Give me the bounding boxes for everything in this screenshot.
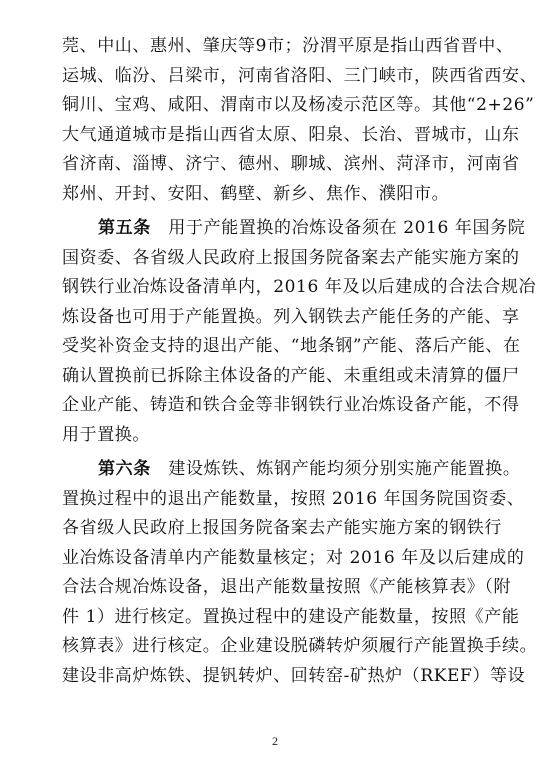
text-line: 莞、中山、惠州、肇庆等9市；汾渭平原是指山西省晋中、 [62, 36, 514, 56]
text-line: 国资委、各省级人民政府上报国务院备案去产能实施方案的 [62, 247, 520, 268]
text-line: 企业产能、铸造和铁合金等非钢铁行业冶炼设备产能，不得 [62, 395, 520, 415]
article-5-heading: 第五条 [98, 218, 151, 238]
text-line: 件 1）进行核定。置换过程中的建设产能数量，按照《产能 [62, 606, 520, 627]
page-number: 2 [272, 734, 278, 748]
text-line: 受奖补资金支持的退出产能、“地条钢”产能、落后产能、在 [62, 336, 521, 356]
text-line: 确认置换前已拆除主体设备的产能、未重组或未清算的僵尸 [62, 365, 520, 386]
text-line: 大气通道城市是指山西省太原、阳泉、长治、晋城市，山东 [62, 124, 520, 145]
text-line: 铜川、宝鸡、咸阳、渭南市以及杨凌示范区等。其他“2+26” [62, 95, 535, 115]
text-line: 各省级人民政府上报国务院备案去产能实施方案的钢铁行 [62, 518, 502, 538]
text-line: 钢铁行业冶炼设备清单内，2016 年及以后建成的合法合规冶 [62, 277, 537, 297]
article-5-text: 用于产能置换的冶炼设备须在 2016 年国务院 [168, 218, 526, 238]
text-line: 业冶炼设备清单内产能数量核定；对 2016 年及以后建成的 [62, 547, 525, 568]
text-line: 省济南、淄博、济宁、德州、聊城、滨州、菏泽市，河南省 [62, 154, 520, 174]
text-line: 炼设备也可用于产能置换。列入钢铁去产能任务的产能、享 [62, 306, 520, 327]
article-6-first-line [62, 455, 521, 485]
text-line: 合法合规冶炼设备，退出产能数量按照《产能核算表》（附 [62, 577, 512, 597]
body-text [62, 32, 538, 691]
text-line: 运城、临汾、吕梁市，河南省洛阳、三门峡市，陕西省西安、 [62, 65, 538, 86]
article-6-heading: 第六条 [98, 459, 151, 479]
article-6-text: 建设炼铁、炼钢产能均须分别实施产能置换。 [168, 459, 521, 479]
article-5-first-line [62, 214, 526, 244]
text-line: 置换过程中的退出产能数量，按照 2016 年国务院国资委、 [62, 488, 525, 509]
text-line: 用于置换。 [62, 424, 150, 445]
text-line: 郑州、开封、安阳、鹤壁、新乡、焦作、濮阳市。 [62, 183, 450, 204]
text-line: 建设非高炉炼铁、提钒转炉、回转窑-矿热炉（RKEF）等设 [62, 665, 526, 686]
text-line: 核算表》进行核定。企业建设脱磷转炉须履行产能置换手续。 [62, 636, 538, 656]
